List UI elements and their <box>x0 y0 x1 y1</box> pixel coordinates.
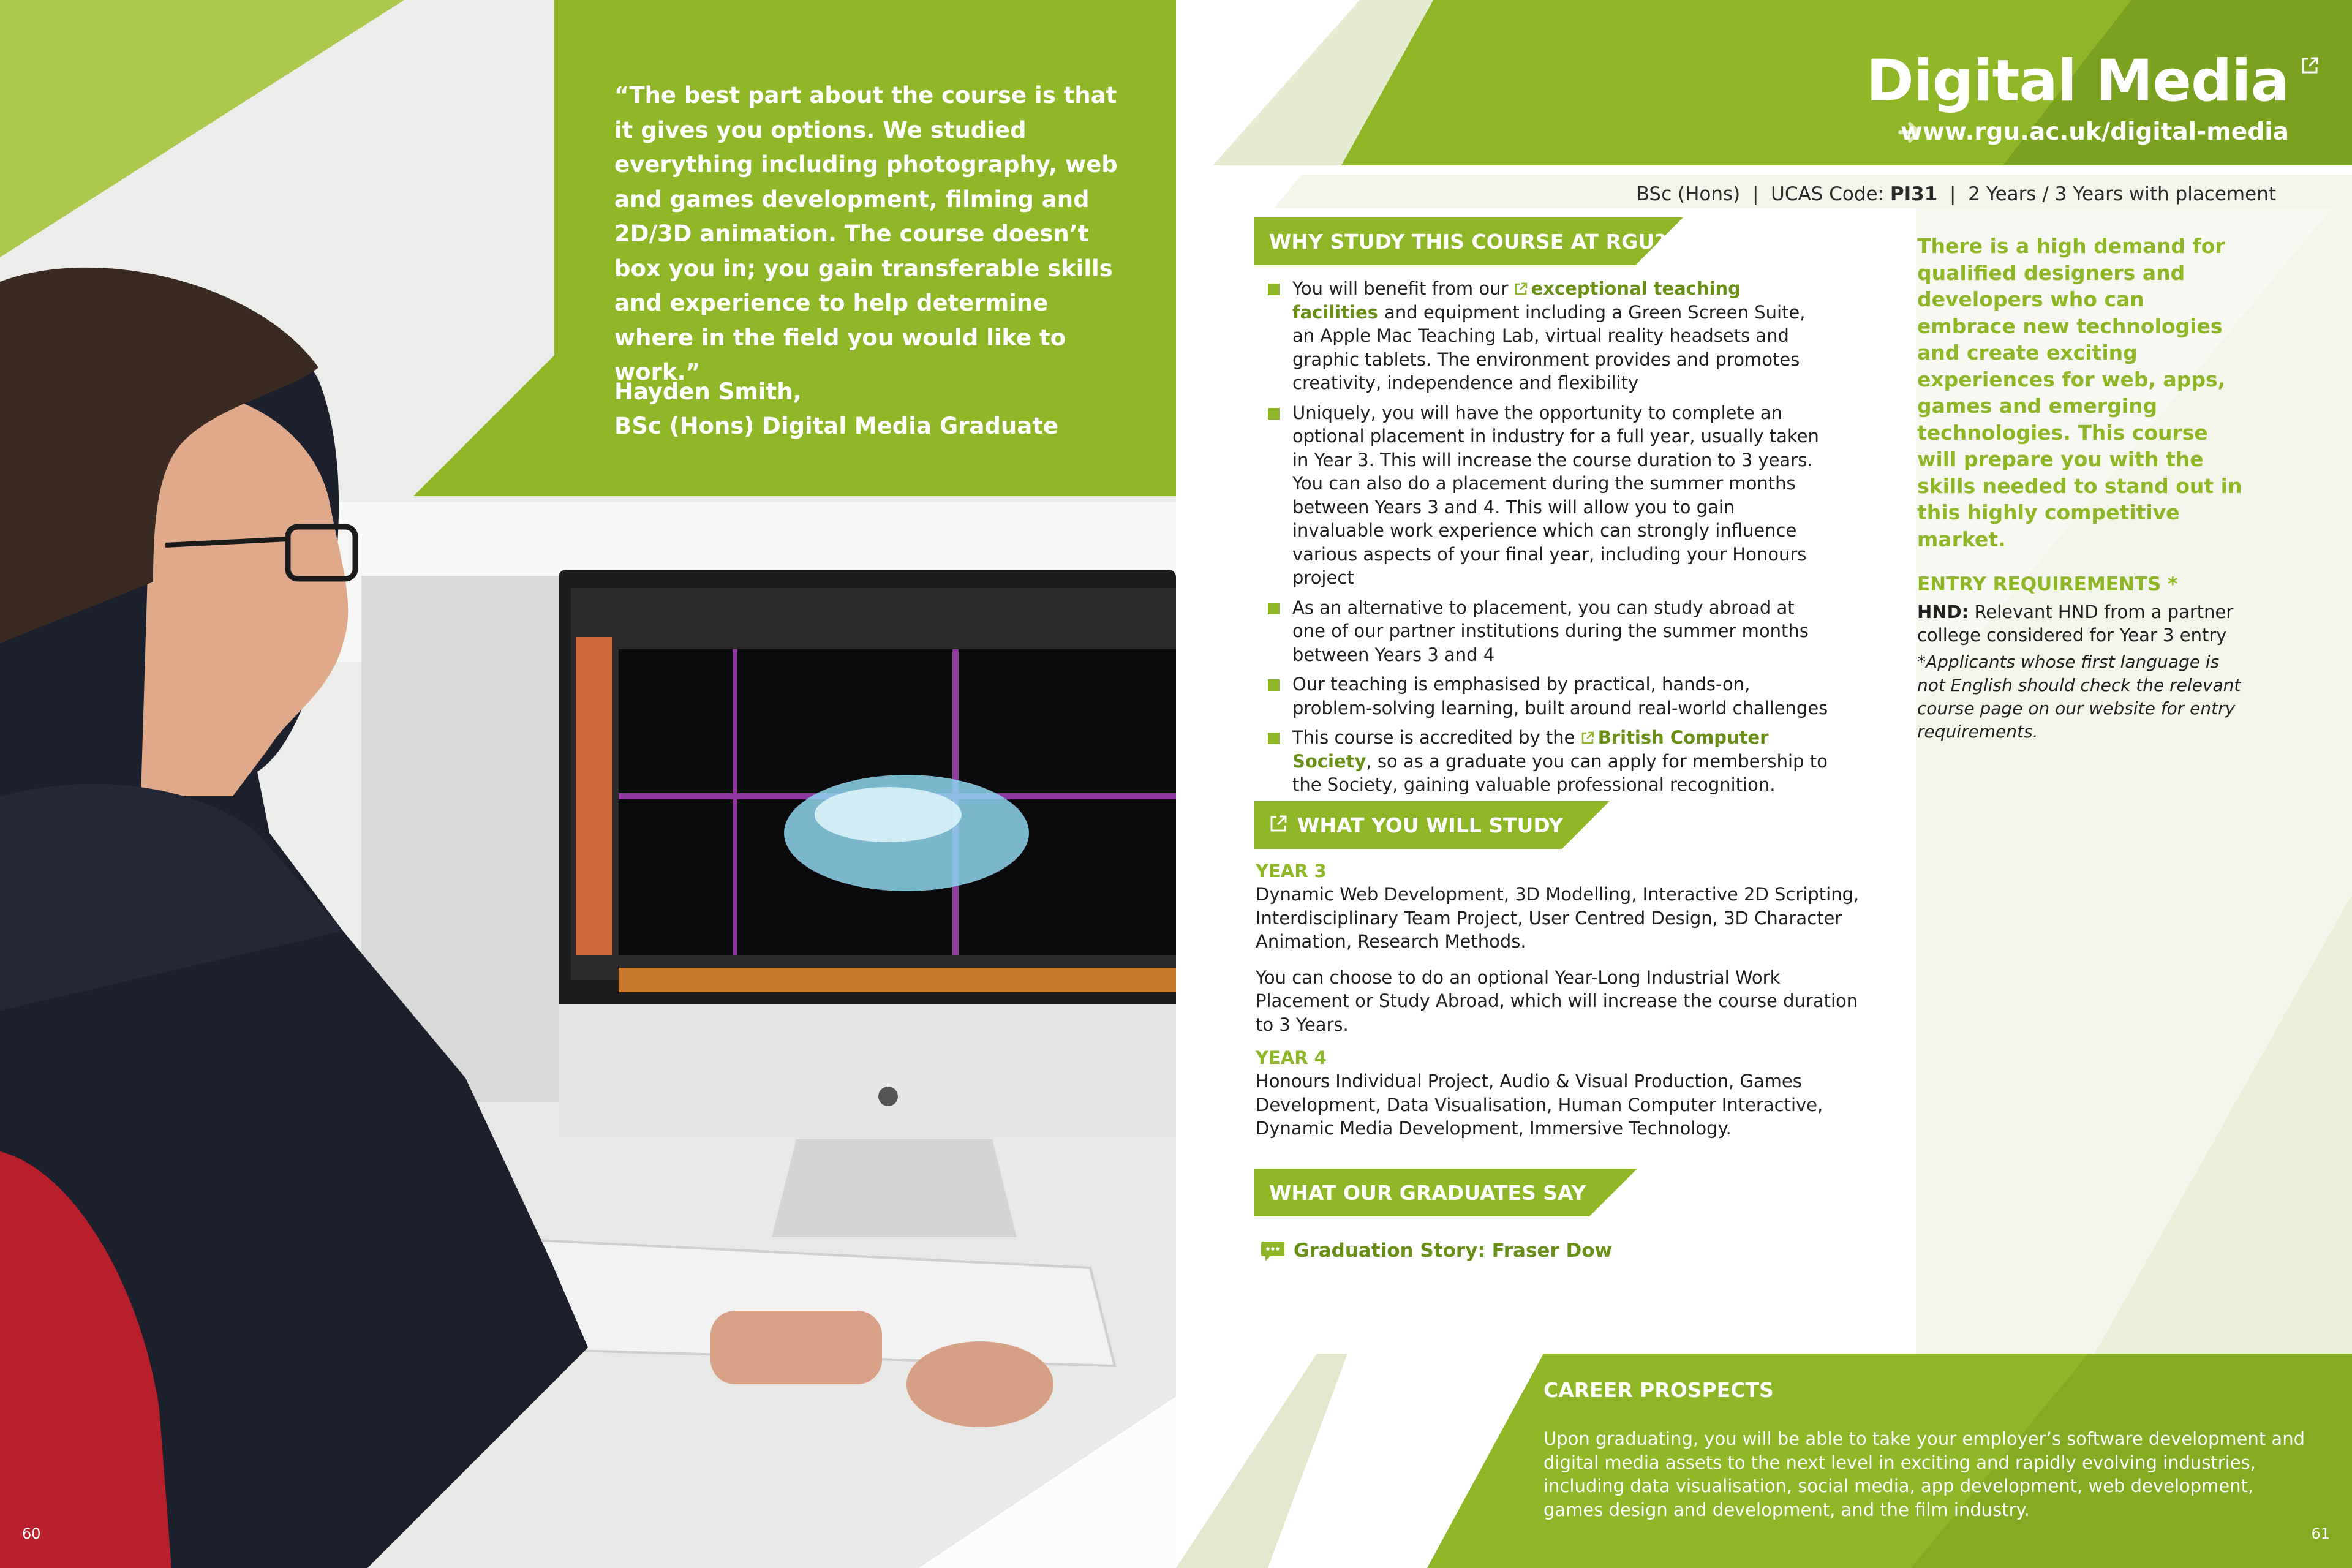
list-item: You will benefit from our exceptional teaching facilities and equipment including a Green Screen Suite, an Apple Mac Teaching Lab, virtual reality headsets and graphic tablets. The environment provides and promotes creativity, independence and flexibility <box>1268 277 1831 395</box>
career-text: Upon graduating, you will be able to take your employer’s software development and digital media assets to the next level in exciting and rapidly evolving industries, including data visualisation, social media, app development, web development, games design and development, and the film industry. <box>1544 1428 2305 1520</box>
quote-attribution <box>614 375 1135 443</box>
why-study-heading: WHY STUDY THIS COURSE AT RGU? <box>1269 230 1667 254</box>
graduates-heading-tag <box>1254 1169 1637 1216</box>
sidebar <box>1917 233 2248 744</box>
study-year-3 <box>1256 859 1868 1036</box>
graduate-quote: “The best part about the course is that it gives you options. We studied everything including photography, web and games development, filming and 2D/3D animation. The course doesn’t box you in; you gain transferable skills and experience to help determine where in the field you would like to work.” <box>614 82 1118 385</box>
external-link-icon[interactable] <box>2301 56 2319 75</box>
career-heading: CAREER PROSPECTS <box>1544 1378 1774 1402</box>
ucas-label: UCAS Code: <box>1771 183 1885 205</box>
year-4-modules: Honours Individual Project, Audio & Visual Production, Games Development, Data Visualisation, Human Computer Interactive, Dynamic Media Development, Immersive Technology. <box>1256 1071 1823 1139</box>
bullet-square-icon <box>1268 679 1280 691</box>
quote-author-name: Hayden Smith, <box>614 379 802 405</box>
external-link-icon <box>1581 731 1594 745</box>
hnd-requirement <box>1917 600 2248 647</box>
graduates-heading: WHAT OUR GRADUATES SAY <box>1269 1181 1586 1205</box>
language-note: *Applicants whose first language is not English should check the relevant course page on our website for entry requirements. <box>1917 652 2241 742</box>
placement-text: You can choose to do an optional Year-Long Industrial Work Placement or Study Abroad, which will increase the course duration to 3 Years. <box>1256 967 1858 1035</box>
list-item: As an alternative to placement, you can study abroad at one of our partner institutions during the summer months between Years 3 and 4 <box>1268 596 1831 667</box>
quote-author-role: BSc (Hons) Digital Media Graduate <box>614 413 1058 439</box>
page-number-right: 61 <box>2311 1525 2330 1542</box>
study-year-4 <box>1256 1046 1868 1140</box>
speech-bubble-icon <box>1261 1240 1285 1263</box>
list-item: Uniquely, you will have the opportunity to complete an optional placement in industry for a full year, usually taken in Year 3. This will increase the course duration to 3 years. You can also do a placement during the summer months between Years 3 and 4. This will allow you to gain invaluable work experience which can strongly influence various aspects of your final year, including your Honours project <box>1268 401 1831 590</box>
why-study-list <box>1268 277 1831 803</box>
bullet-square-icon <box>1268 733 1280 744</box>
british-computer-society-link[interactable]: British Computer Society <box>1292 727 1769 772</box>
degree-label: BSc (Hons) <box>1636 183 1741 205</box>
list-item: This course is accredited by the British Computer Society, so as a graduate you can apply for membership to the Society, gaining valuable professional recognition. <box>1268 726 1831 797</box>
year-3-modules: Dynamic Web Development, 3D Modelling, Interactive 2D Scripting, Interdisciplinary Team Project, User Centred Design, 3D Character Animation, Research Methods. <box>1256 884 1860 952</box>
year-3-heading: YEAR 3 <box>1256 861 1327 881</box>
course-url-link[interactable]: www.rgu.ac.uk/digital-media <box>1900 118 2289 146</box>
what-you-will-study-heading: WHAT YOU WILL STUDY <box>1297 813 1564 837</box>
right-page <box>1176 0 2352 1568</box>
bullet-square-icon <box>1268 284 1280 295</box>
bullet-square-icon <box>1268 408 1280 420</box>
graduation-story-link[interactable]: Graduation Story: Fraser Dow <box>1261 1238 1612 1263</box>
external-link-icon <box>1269 815 1287 833</box>
external-link-icon <box>1514 282 1528 296</box>
left-bottom-white-shape <box>919 1396 1176 1568</box>
ucas-code: PI31 <box>1890 183 1938 205</box>
year-4-heading: YEAR 4 <box>1256 1047 1327 1068</box>
teaching-facilities-link[interactable]: exceptional teaching facilities <box>1292 278 1741 323</box>
entry-requirements-heading: ENTRY REQUIREMENTS * <box>1917 573 2178 595</box>
bullet-square-icon <box>1268 603 1280 614</box>
sidebar-lead: There is a high demand for qualified designers and developers who can embrace new technologies and create exciting experiences for web, apps, games and emerging technologies. This course will prepare you with the skills needed to stand out in this highly competitive market. <box>1917 234 2242 551</box>
career-prospects <box>1544 1378 2309 1521</box>
what-you-will-study-heading-tag[interactable] <box>1254 801 1610 849</box>
list-item: Our teaching is emphasised by practical, hands-on, problem-solving learning, built around real-world challenges <box>1268 673 1831 720</box>
hnd-label: HND: <box>1917 601 1969 622</box>
page-number-left: 60 <box>22 1525 41 1542</box>
course-duration: 2 Years / 3 Years with placement <box>1968 183 2276 205</box>
why-study-heading-tag <box>1254 217 1683 265</box>
course-meta: BSc (Hons) | UCAS Code: PI31 | 2 Years / 3 Years with placement <box>1636 183 2276 205</box>
page-title: Digital Media <box>1866 48 2289 115</box>
hnd-text: Relevant HND from a partner college considered for Year 3 entry <box>1917 601 2234 646</box>
